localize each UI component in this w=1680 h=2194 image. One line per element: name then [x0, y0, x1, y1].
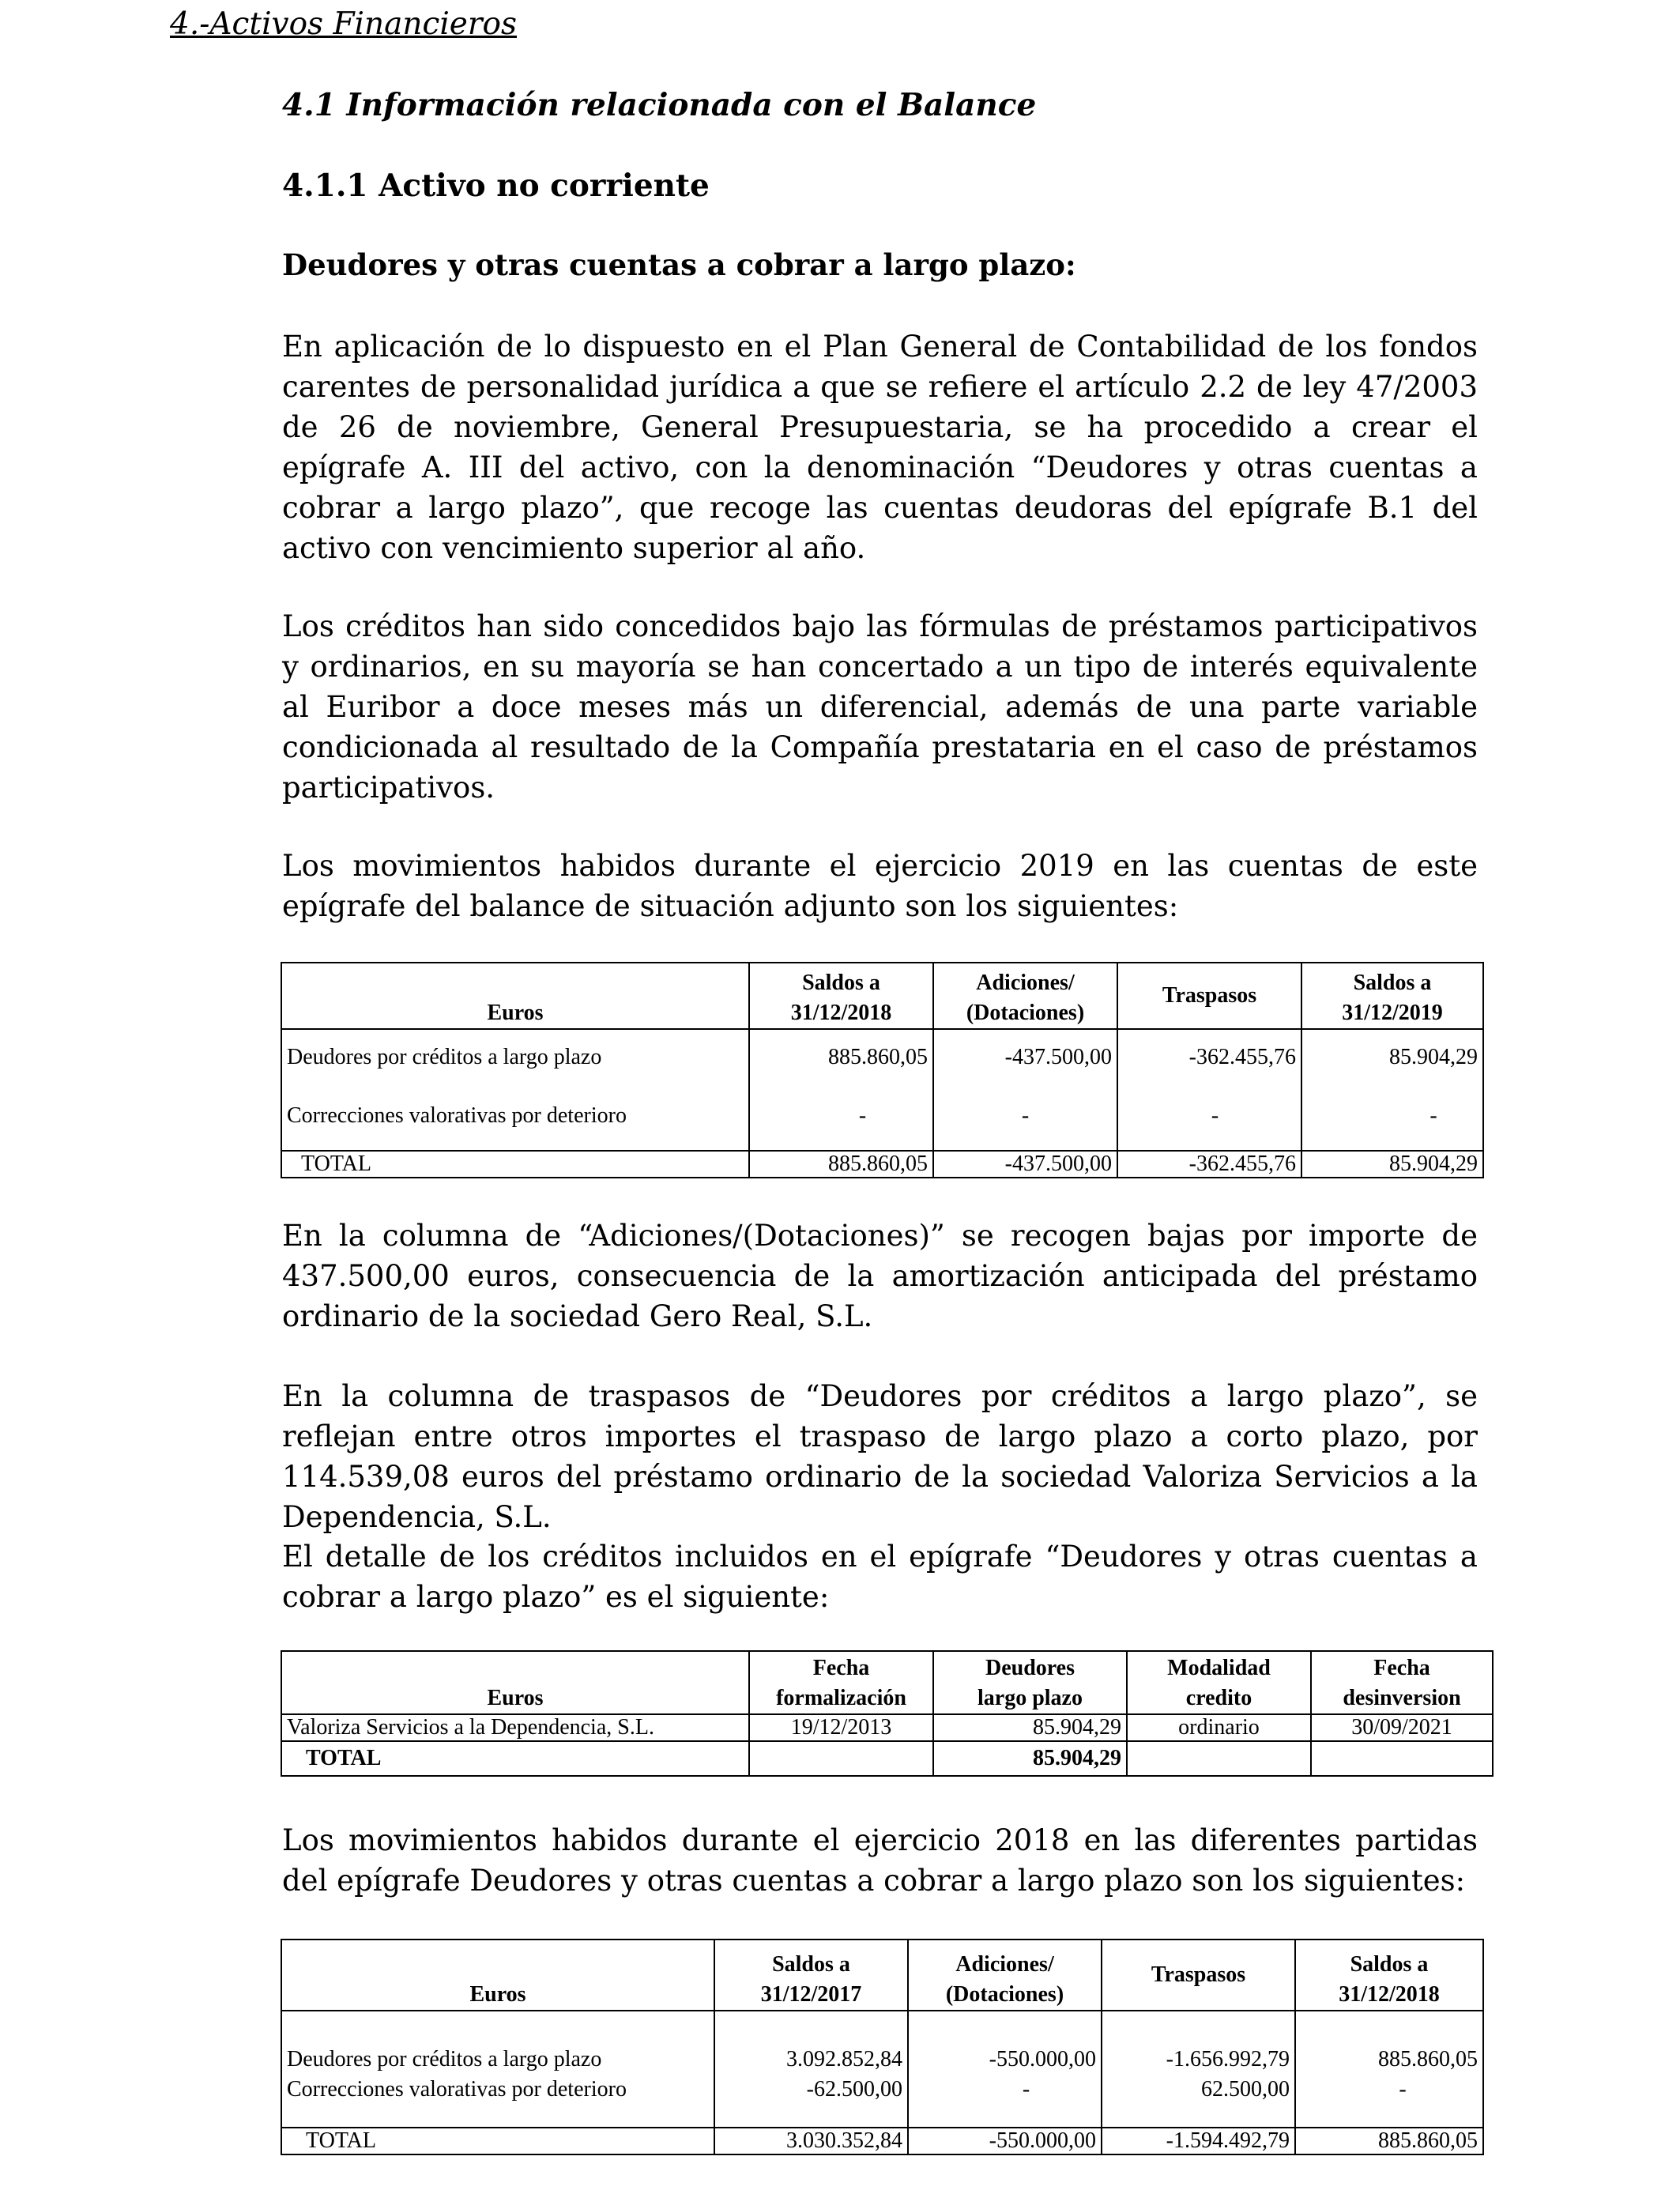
row-label: [281, 1029, 749, 1103]
total-value: 885.860,05: [1295, 2128, 1483, 2154]
header-saldos-inicio-line1: Saldos a: [772, 1952, 850, 1977]
cell-fecha-formalizacion: 19/12/2013: [749, 1714, 933, 1741]
total-value: -1.594.492,79: [1102, 2128, 1295, 2154]
header-adiciones-line2: (Dotaciones): [945, 1982, 1064, 2007]
paragraph-movimientos-2018: Los movimientos habidos durante el ejercicio 2018 en las diferentes partidas del epígrafe Deudores y otras cuentas a cobrar a largo plazo son los siguientes:: [282, 1823, 1478, 1898]
header-fecha-formalizacion-line1: Fecha: [812, 1656, 870, 1680]
header-euros: Euros: [281, 1651, 749, 1714]
total-label: TOTAL: [281, 2128, 714, 2154]
header-fecha-desinversion-line2: desinversion: [1343, 1686, 1461, 1710]
header-adiciones-line2: (Dotaciones): [966, 1001, 1085, 1025]
header-fecha-formalizacion-line2: formalización: [776, 1686, 906, 1710]
cell-value: -550.000,00: [908, 2011, 1102, 2077]
table-row: [281, 2011, 1483, 2077]
paragraph-detalle: El detalle de los créditos incluidos en el epígrafe “Deudores y otras cuentas a cobrar a largo plazo” es el siguiente:: [282, 1540, 1478, 1614]
header-saldos-inicio-line2: 31/12/2018: [790, 1001, 892, 1025]
table-movimientos-2019: [281, 962, 1484, 1178]
cell-value: 62.500,00: [1102, 2077, 1295, 2128]
header-adiciones: [908, 1940, 1102, 2011]
cell-value: -362.455,76: [1117, 1029, 1301, 1103]
paragraph-adiciones: En la columna de “Adiciones/(Dotaciones)” se recogen bajas por importe de 437.500,00 euros, consecuencia de la amortización anticipada del préstamo ordinario de la sociedad Gero Real, S.L.: [282, 1219, 1478, 1333]
paragraph-traspasos: En la columna de traspasos de “Deudores por créditos a largo plazo”, se reflejan entre otros importes el traspaso de largo plazo a corto plazo, por 114.539,08 euros del préstamo ordinario de la sociedad Valoriza Servicios a la Dependencia, S.L.: [282, 1379, 1478, 1534]
header-euros: Euros: [281, 963, 749, 1029]
row-label-deudores: Deudores por créditos a largo plazo: [287, 1045, 602, 1069]
table-total-row: [281, 1151, 1483, 1178]
paragraph-plan-general: En aplicación de lo dispuesto en el Plan General de Contabilidad de los fondos carentes de personalidad jurídica a que se refiere el artículo 2.2 de ley 47/2003 de 26 de noviembre, General Presupuestaria, se ha procedido a crear el epígrafe A. III del activo, con la denominación “Deudores y otras cuentas a cobrar a largo plazo”, que recoge las cuentas deudoras del epígrafe B.1 del activo con vencimiento superior al año.: [282, 330, 1478, 565]
header-saldos-fin: [1301, 963, 1483, 1029]
table-movimientos-2018: [281, 1939, 1484, 2155]
section-heading: 4.-Activos Financieros: [170, 6, 518, 42]
paragraph-creditos: Los créditos han sido concedidos bajo las fórmulas de préstamos participativos y ordinarios, en su mayoría se han concertado a un tipo de interés equivalente al Euribor a doce meses más un diferencial, además de una parte variable condicionada al resultado de la Compañía prestataria en el caso de préstamos participativos.: [282, 609, 1478, 805]
header-deudores-largo-plazo: [933, 1651, 1127, 1714]
cell-deudores: 85.904,29: [933, 1714, 1127, 1741]
header-traspasos: Traspasos: [1117, 963, 1301, 1029]
header-modalidad-line1: Modalidad: [1167, 1656, 1271, 1680]
total-value: 85.904,29: [933, 1741, 1127, 1776]
header-saldos-fin-line1: Saldos a: [1350, 1952, 1429, 1977]
row-label-deudores: Deudores por créditos a largo plazo: [281, 2011, 714, 2077]
cell-fecha-desinversion: 30/09/2021: [1311, 1714, 1493, 1741]
total-value: -362.455,76: [1117, 1151, 1301, 1178]
total-value: -550.000,00: [908, 2128, 1102, 2154]
cell-value: -: [1117, 1103, 1301, 1151]
total-label: TOTAL: [281, 1151, 749, 1178]
cell-value: -: [1295, 2077, 1483, 2128]
empty-cell: [1127, 1741, 1311, 1776]
table-row: [281, 1103, 1483, 1151]
header-modalidad-line2: credito: [1185, 1686, 1252, 1710]
row-label-valoriza: Valoriza Servicios a la Dependencia, S.L.: [281, 1714, 749, 1741]
cell-value: -: [1301, 1103, 1483, 1151]
table-total-row: [281, 2128, 1483, 2154]
total-label: TOTAL: [281, 1741, 749, 1776]
table-row: [281, 1714, 1493, 1741]
cell-value: -: [933, 1103, 1117, 1151]
total-value: -437.500,00: [933, 1151, 1117, 1178]
total-value: 85.904,29: [1301, 1151, 1483, 1178]
header-fecha-formalizacion: [749, 1651, 933, 1714]
topic-heading: Deudores y otras cuentas a cobrar a largo plazo:: [282, 247, 1076, 282]
header-fecha-desinversion-line1: Fecha: [1373, 1656, 1430, 1680]
header-euros: Euros: [281, 1940, 714, 2011]
header-saldos-fin-line1: Saldos a: [1353, 971, 1432, 995]
empty-cell: [749, 1741, 933, 1776]
header-modalidad-credito: [1127, 1651, 1311, 1714]
header-adiciones: [933, 963, 1117, 1029]
cell-value: 885.860,05: [1295, 2011, 1483, 2077]
table-detalle-creditos: [281, 1650, 1494, 1777]
header-saldos-fin-line2: 31/12/2018: [1339, 1982, 1440, 2007]
cell-modalidad: ordinario: [1127, 1714, 1311, 1741]
subsubsection-heading: 4.1.1 Activo no corriente: [282, 168, 710, 204]
table-header-row: [281, 963, 1483, 1029]
header-saldos-fin-line2: 31/12/2019: [1342, 1001, 1443, 1025]
header-saldos-inicio-line1: Saldos a: [802, 971, 880, 995]
table-total-row: [281, 1741, 1493, 1776]
row-label-correcciones: Correcciones valorativas por deterioro: [281, 1103, 749, 1151]
cell-value: 85.904,29: [1301, 1029, 1483, 1103]
subsection-heading: 4.1 Información relacionada con el Balance: [282, 87, 1037, 123]
cell-value: -62.500,00: [714, 2077, 908, 2128]
table-row: [281, 1029, 1483, 1103]
header-deudores-line2: largo plazo: [977, 1686, 1083, 1710]
cell-value: 3.092.852,84: [714, 2011, 908, 2077]
total-value: 3.030.352,84: [714, 2128, 908, 2154]
table-row: [281, 2077, 1483, 2128]
header-deudores-line1: Deudores: [985, 1656, 1075, 1680]
header-adiciones-line1: Adiciones/: [976, 971, 1075, 995]
row-label-correcciones: Correcciones valorativas por deterioro: [281, 2077, 714, 2128]
table-header-row: [281, 1940, 1483, 2011]
header-saldos-inicio-line2: 31/12/2017: [760, 1982, 862, 2007]
header-saldos-inicio: [714, 1940, 908, 2011]
cell-value: -: [908, 2077, 1102, 2128]
empty-cell: [1311, 1741, 1493, 1776]
header-adiciones-line1: Adiciones/: [955, 1952, 1054, 1977]
cell-value: 885.860,05: [749, 1029, 933, 1103]
paragraph-movimientos-2019: Los movimientos habidos durante el ejercicio 2019 en las cuentas de este epígrafe del balance de situación adjunto son los siguientes:: [282, 849, 1478, 923]
cell-value: -: [749, 1103, 933, 1151]
cell-value: -437.500,00: [933, 1029, 1117, 1103]
table-header-row: [281, 1651, 1493, 1714]
cell-value: -1.656.992,79: [1102, 2011, 1295, 2077]
total-value: 885.860,05: [749, 1151, 933, 1178]
header-saldos-fin: [1295, 1940, 1483, 2011]
header-fecha-desinversion: [1311, 1651, 1493, 1714]
header-traspasos: Traspasos: [1102, 1940, 1295, 2011]
header-saldos-inicio: [749, 963, 933, 1029]
